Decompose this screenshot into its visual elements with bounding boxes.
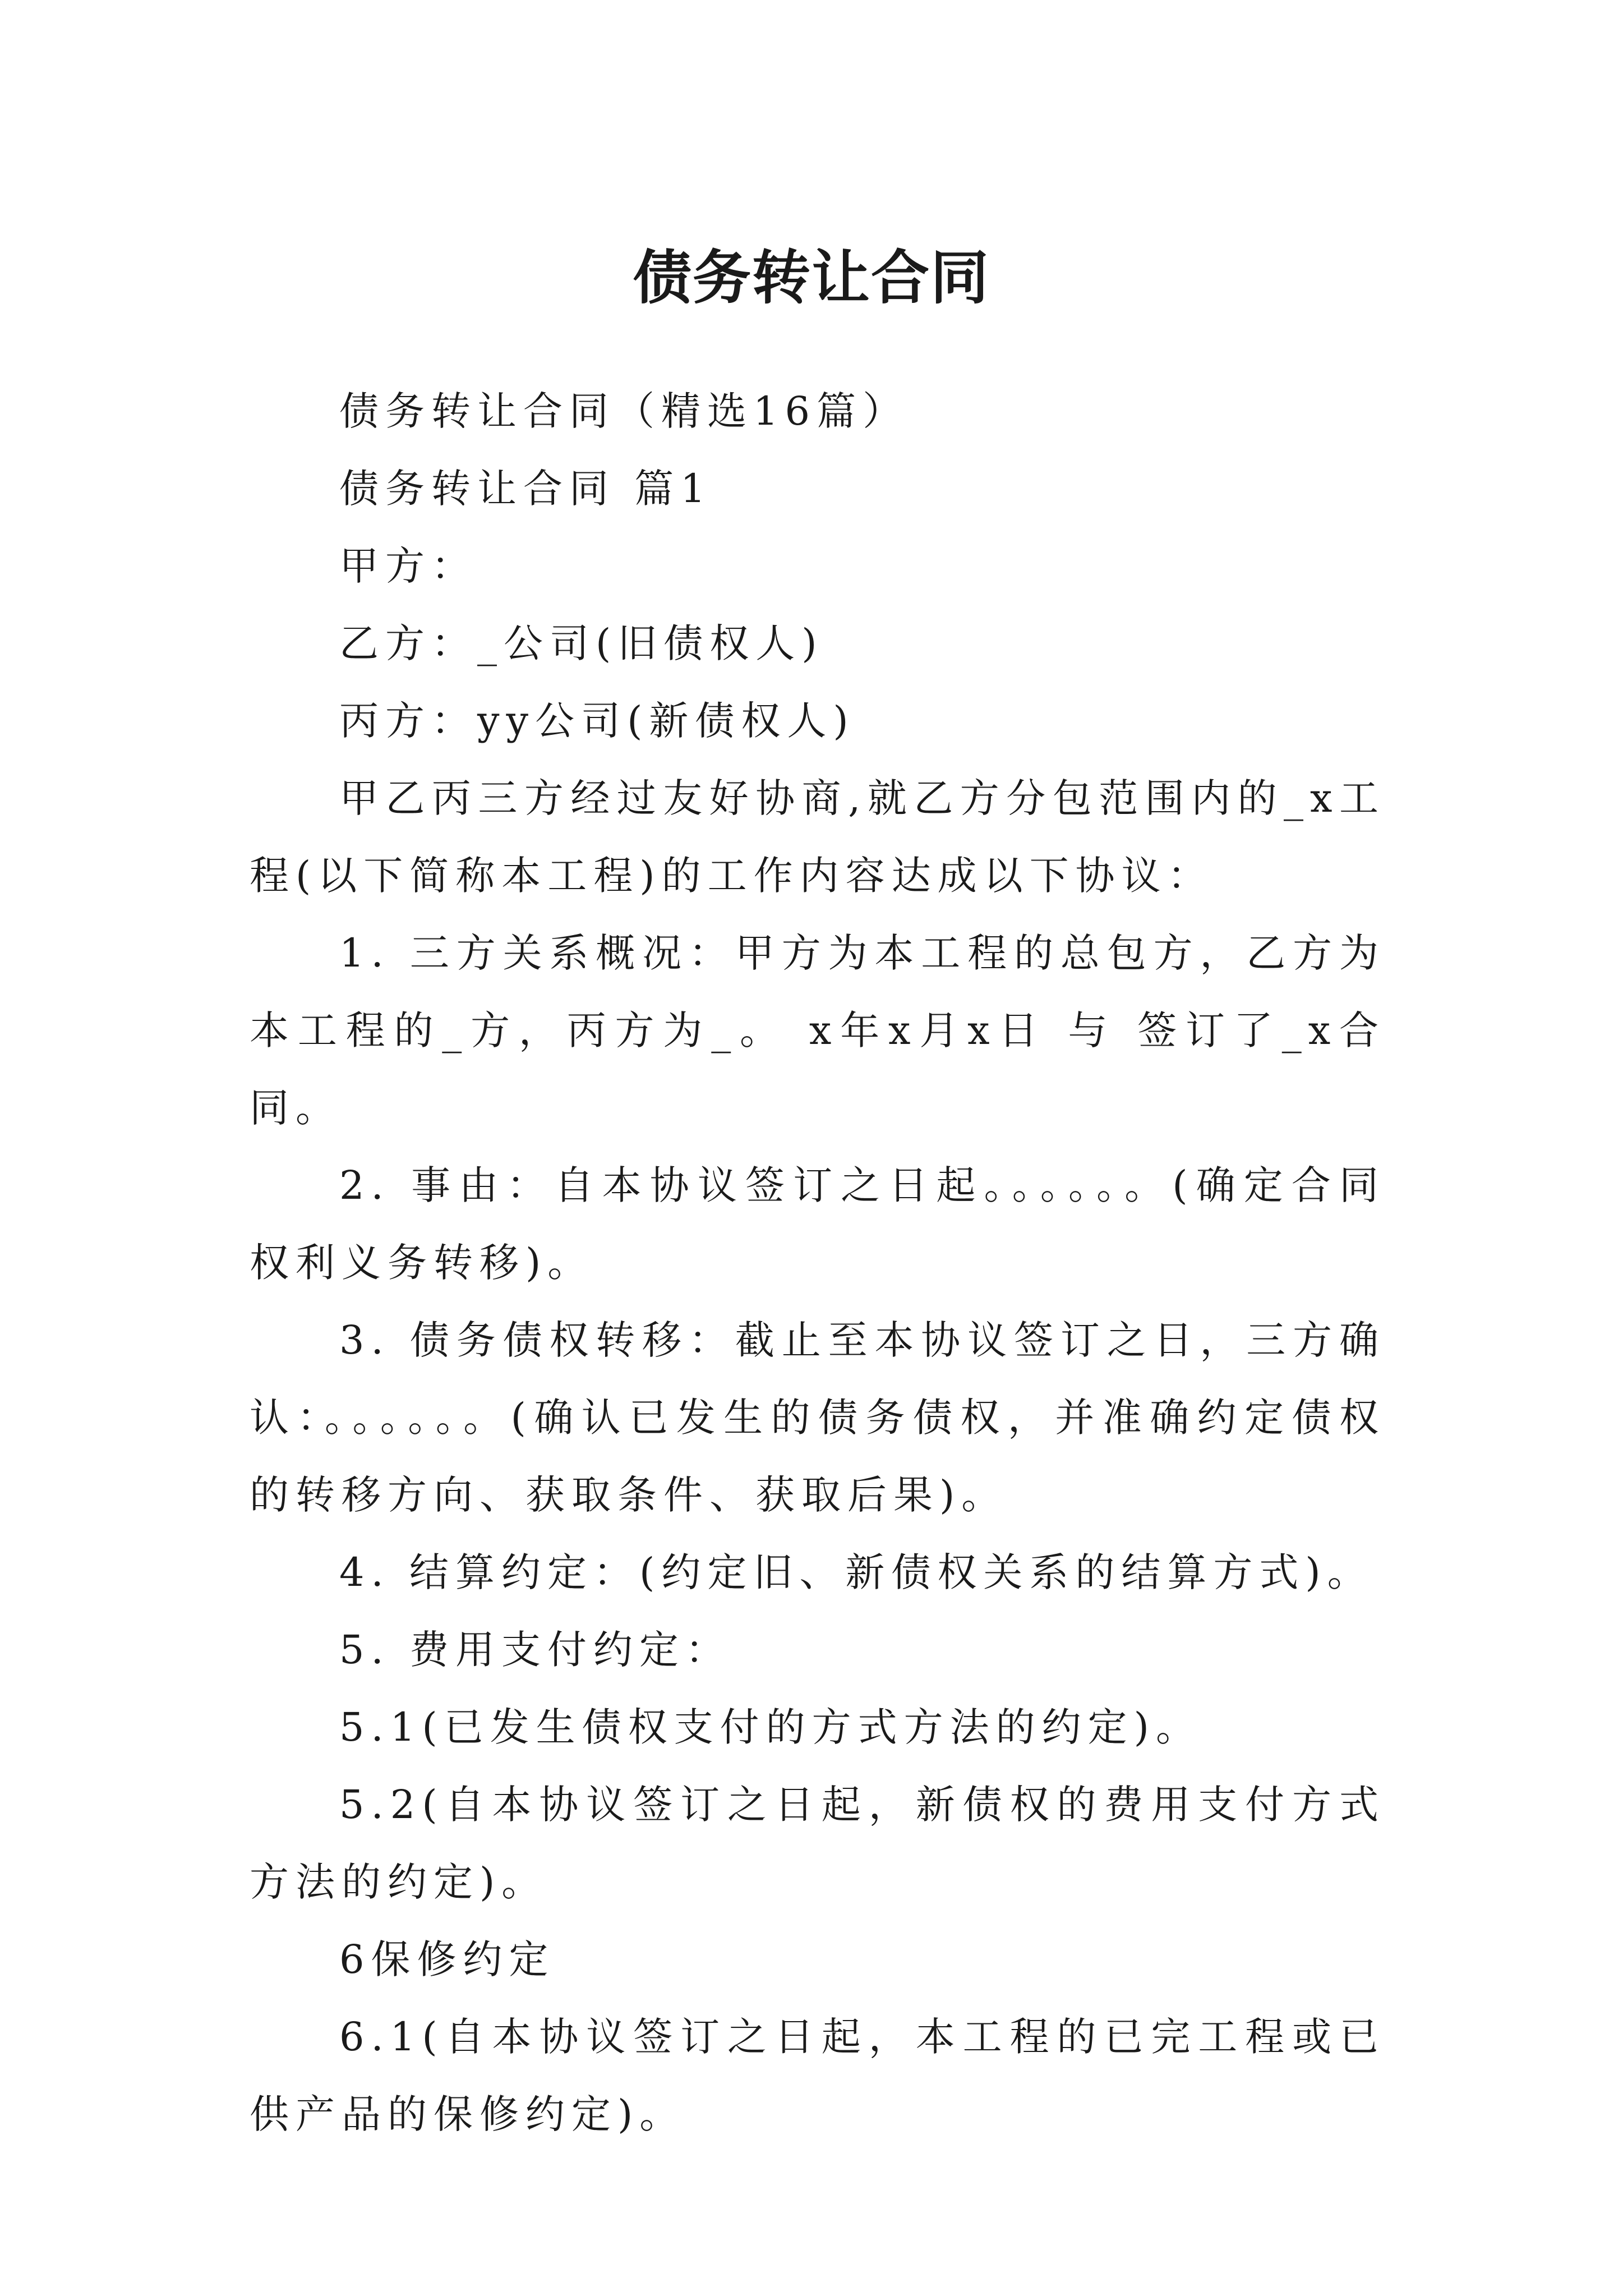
document-subtitle: 债务转让合同（精选16篇） <box>339 388 909 434</box>
clause-2: 2. 事由：自本协议签订之日起。。。。。。(确定合同权利义务转移)。 <box>250 1162 1385 1286</box>
clause-5-2: 5.2(自本协议签订之日起，新债权的费用支付方式方法的约定)。 <box>250 1782 1385 1905</box>
clause-1: 1. 三方关系概况：甲方为本工程的总包方，乙方为本工程的_方，丙方为_。 x年x月x日 与 签订了_x合同。 <box>250 930 1385 1131</box>
clause-6: 6保修约定 <box>339 1936 555 1982</box>
clause-5: 5. 费用支付约定： <box>339 1627 732 1673</box>
party-b-line: 乙方：_公司(旧债权人) <box>339 620 824 666</box>
clause-3: 3. 债务债权转移：截止至本协议签订之日，三方确认：。。。。。。(确认已发生的债务债权，并准确约定债权的转移方向、获取条件、获取后果)。 <box>250 1317 1385 1518</box>
document-body <box>250 372 1385 2153</box>
party-a-line: 甲方： <box>339 543 477 589</box>
preamble-paragraph: 甲乙丙三方经过友好协商,就乙方分包范围内的_x工程(以下简称本工程)的工作内容达成以下协议： <box>250 775 1385 899</box>
section-heading: 债务转让合同 篇1 <box>339 466 712 512</box>
clause-6-1: 6.1(自本协议签订之日起，本工程的已完工程或已供产品的保修约定)。 <box>250 2014 1385 2137</box>
document-title: 债务转让合同 <box>633 242 990 312</box>
clause-4: 4. 结算约定：(约定旧、新债权关系的结算方式)。 <box>339 1549 1373 1595</box>
party-c-line: 丙方：yy公司(新债权人) <box>339 698 855 744</box>
clause-5-1: 5.1(已发生债权支付的方式方法的约定)。 <box>339 1704 1202 1750</box>
